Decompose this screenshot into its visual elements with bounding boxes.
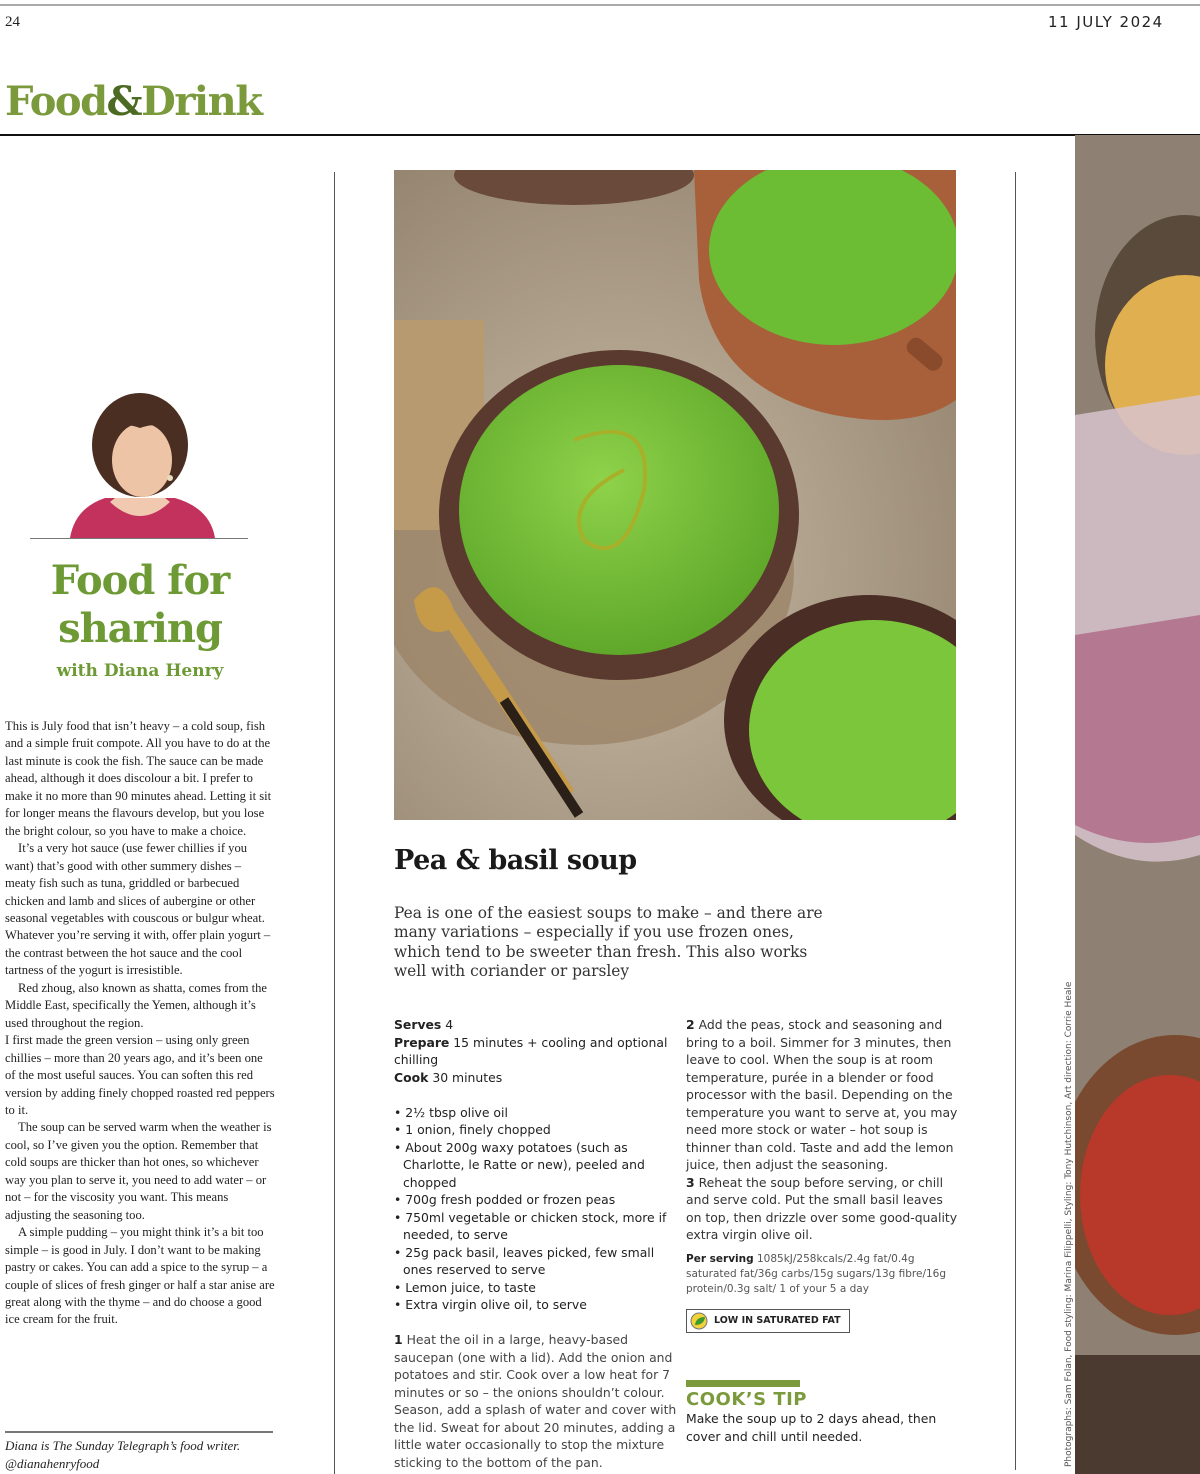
cook-value: 30 minutes bbox=[432, 1069, 503, 1085]
author-portrait bbox=[50, 390, 230, 538]
column-body bbox=[5, 718, 275, 1329]
step-number: 2 bbox=[686, 1017, 695, 1032]
nutrition-label: Per serving bbox=[686, 1252, 754, 1265]
ingredient-list bbox=[394, 1104, 679, 1314]
leaf-logo-icon bbox=[690, 1312, 708, 1330]
ingredient: • 2½ tbsp olive oil bbox=[394, 1104, 679, 1122]
body-paragraph: The soup can be served warm when the weather is cool, so I’ve given you the option. Remember that cold soups are thicker than hot ones, so whichever way you plan to serve it, you need to add water – or not – for the viscosity you want. This means adjusting the seasoning too. bbox=[5, 1120, 272, 1222]
soup-photo bbox=[394, 170, 956, 820]
author-footnote bbox=[5, 1437, 280, 1472]
serves-label: Serves bbox=[394, 1017, 442, 1032]
cooks-tip-text: Make the soup up to 2 days ahead, then cover and chill until needed. bbox=[686, 1411, 937, 1444]
ingredient: • Extra virgin olive oil, to serve bbox=[394, 1296, 679, 1314]
cook-label: Cook bbox=[394, 1069, 429, 1085]
ingredient: • 750ml vegetable or chicken stock, more if needed, to serve bbox=[394, 1209, 679, 1244]
nutrition-value: 1085kJ/258kcals/2.4g fat/0.4g saturated fat/36g carbs/15g sugars/13g fibre/16g protein/0.3g salt/ 1 of your 5 a day bbox=[686, 1252, 947, 1295]
prepare-value: 15 minutes + cooling and optional chilling bbox=[394, 1034, 668, 1067]
step-text: Reheat the soup before serving, or chill and serve cold. Put the small basil leaves on top, then drizzle over some good-quality extra virgin olive oil. bbox=[686, 1174, 958, 1242]
ingredient: • 1 onion, finely chopped bbox=[394, 1121, 679, 1139]
section-masthead bbox=[5, 78, 261, 125]
method-step bbox=[686, 1174, 961, 1244]
body-paragraph: I first made the green version – using only green chillies – more than 20 years ago, and it’s been one of the most useful sauces. You can soften this red version by adding finely chopped roasted red peppers to it. bbox=[5, 1033, 275, 1117]
ingredient: • About 200g waxy potatoes (such as Charlotte, le Ratte or new), peeled and chopped bbox=[394, 1139, 679, 1192]
serves-line bbox=[394, 1016, 679, 1034]
footnote-rule bbox=[5, 1431, 273, 1433]
photo-credits: Photographs: Sam Folan, Food styling: Marina Filippelli, Styling: Tony Hutchinson, Art direction: Corrie Heale bbox=[1064, 981, 1074, 1467]
body-paragraph: Red zhoug, also known as shatta, comes from the Middle East, specifically the Yemen, although it’s used throughout the region. bbox=[5, 980, 268, 1030]
masthead-drink: Drink bbox=[141, 78, 262, 125]
nutrition-info bbox=[686, 1252, 961, 1297]
step-number: 3 bbox=[686, 1174, 695, 1190]
column-divider bbox=[334, 172, 335, 1474]
masthead-food: Food bbox=[5, 78, 107, 125]
ingredient: • Lemon juice, to taste bbox=[394, 1279, 679, 1297]
masthead-ampersand: & bbox=[106, 78, 142, 125]
footnote-text: Diana is The Sunday Telegraph’s food writer. bbox=[5, 1438, 241, 1453]
step-number: 1 bbox=[394, 1332, 403, 1347]
method-step bbox=[686, 1016, 961, 1174]
step-text: Heat the oil in a large, heavy-based saucepan (one with a lid). Add the onion and potatoes and stir. Cook over a low heat for 7 minutes or so – the onions shouldn’t colour. Season, add a splash of water and cover with the lid. Sweat for about 20 minutes, adding a little water occasionally to stop the mixture sticking to the bottom of the pan. bbox=[394, 1332, 677, 1470]
recipe-title: Pea & basil soup bbox=[394, 845, 637, 876]
prepare-label: Prepare bbox=[394, 1034, 450, 1050]
low-sat-fat-badge bbox=[686, 1309, 850, 1333]
column-title: Food for sharing bbox=[50, 557, 230, 652]
recipe-column-1 bbox=[394, 1016, 679, 1471]
ingredient: • 25g pack basil, leaves picked, few small ones reserved to serve bbox=[394, 1244, 679, 1279]
page-number: 24 bbox=[5, 14, 20, 30]
column-divider bbox=[1015, 172, 1016, 1470]
recipe-intro: Pea is one of the easiest soups to make – and there are many variations – especially if you use frozen ones, which tend to be sweeter than fresh. This also works well with coriander or parsley bbox=[394, 904, 823, 980]
author-handle: @dianahenryfood bbox=[5, 1455, 100, 1471]
masthead-rule bbox=[0, 134, 1200, 136]
recipe-column-2 bbox=[686, 1016, 961, 1445]
body-paragraph: This is July food that isn’t heavy – a cold soup, fish and a simple fruit compote. All you have to do at the last minute is cook the fish. The sauce can be made ahead, although it does discolour a bit. I prefer to make it no more than 90 minutes ahead. Letting it sit for longer means the flavours develop, but you lose the bright colour, so you have to make a choice. bbox=[5, 719, 272, 838]
step-text: Add the peas, stock and seasoning and bring to a boil. Simmer for 3 minutes, then leave to cool. When the soup is at room temperature, purée in a blender or food processor with the basil. Depending on the temperature you want to serve at, you may need more stock or water – hot soup is thinner than cold. Taste and add the lemon juice, then adjust the seasoning. bbox=[686, 1017, 958, 1172]
body-paragraph: It’s a very hot sauce (use fewer chillies if you want) that’s good with other summery dishes – meaty fish such as tuna, griddled or barbecued chicken and lamb and slices of aubergine or other seasonal vegetables with couscous or bulgur wheat. Whatever you’re serving it with, offer plain yogurt – the contrast between the hot sauce and the cool tartness of the yogurt is irresistible. bbox=[5, 841, 271, 978]
side-photo bbox=[1075, 135, 1200, 1474]
ingredient: • 700g fresh podded or frozen peas bbox=[394, 1191, 679, 1209]
badge-label: LOW IN SATURATED FAT bbox=[714, 1315, 841, 1326]
method-step bbox=[394, 1331, 679, 1471]
tip-bar bbox=[686, 1380, 800, 1387]
column-byline: with Diana Henry bbox=[56, 661, 224, 681]
body-paragraph: A simple pudding – you might think it’s a bit too simple – is good in July. I don’t want to be making pastry or cakes. You can add a spice to the syrup – a couple of slices of fresh ginger or half a star anise are great along with the thyme – and do choose a good ice cream for the fruit. bbox=[5, 1225, 275, 1327]
serves-value: 4 bbox=[445, 1017, 454, 1032]
cook-line bbox=[394, 1069, 679, 1087]
portrait-rule bbox=[30, 538, 248, 539]
prepare-line bbox=[394, 1034, 679, 1069]
issue-date: 11 JULY 2024 bbox=[1048, 13, 1164, 31]
top-rule bbox=[0, 4, 1200, 6]
cooks-tip-heading: COOK’S TIP bbox=[686, 1389, 807, 1410]
